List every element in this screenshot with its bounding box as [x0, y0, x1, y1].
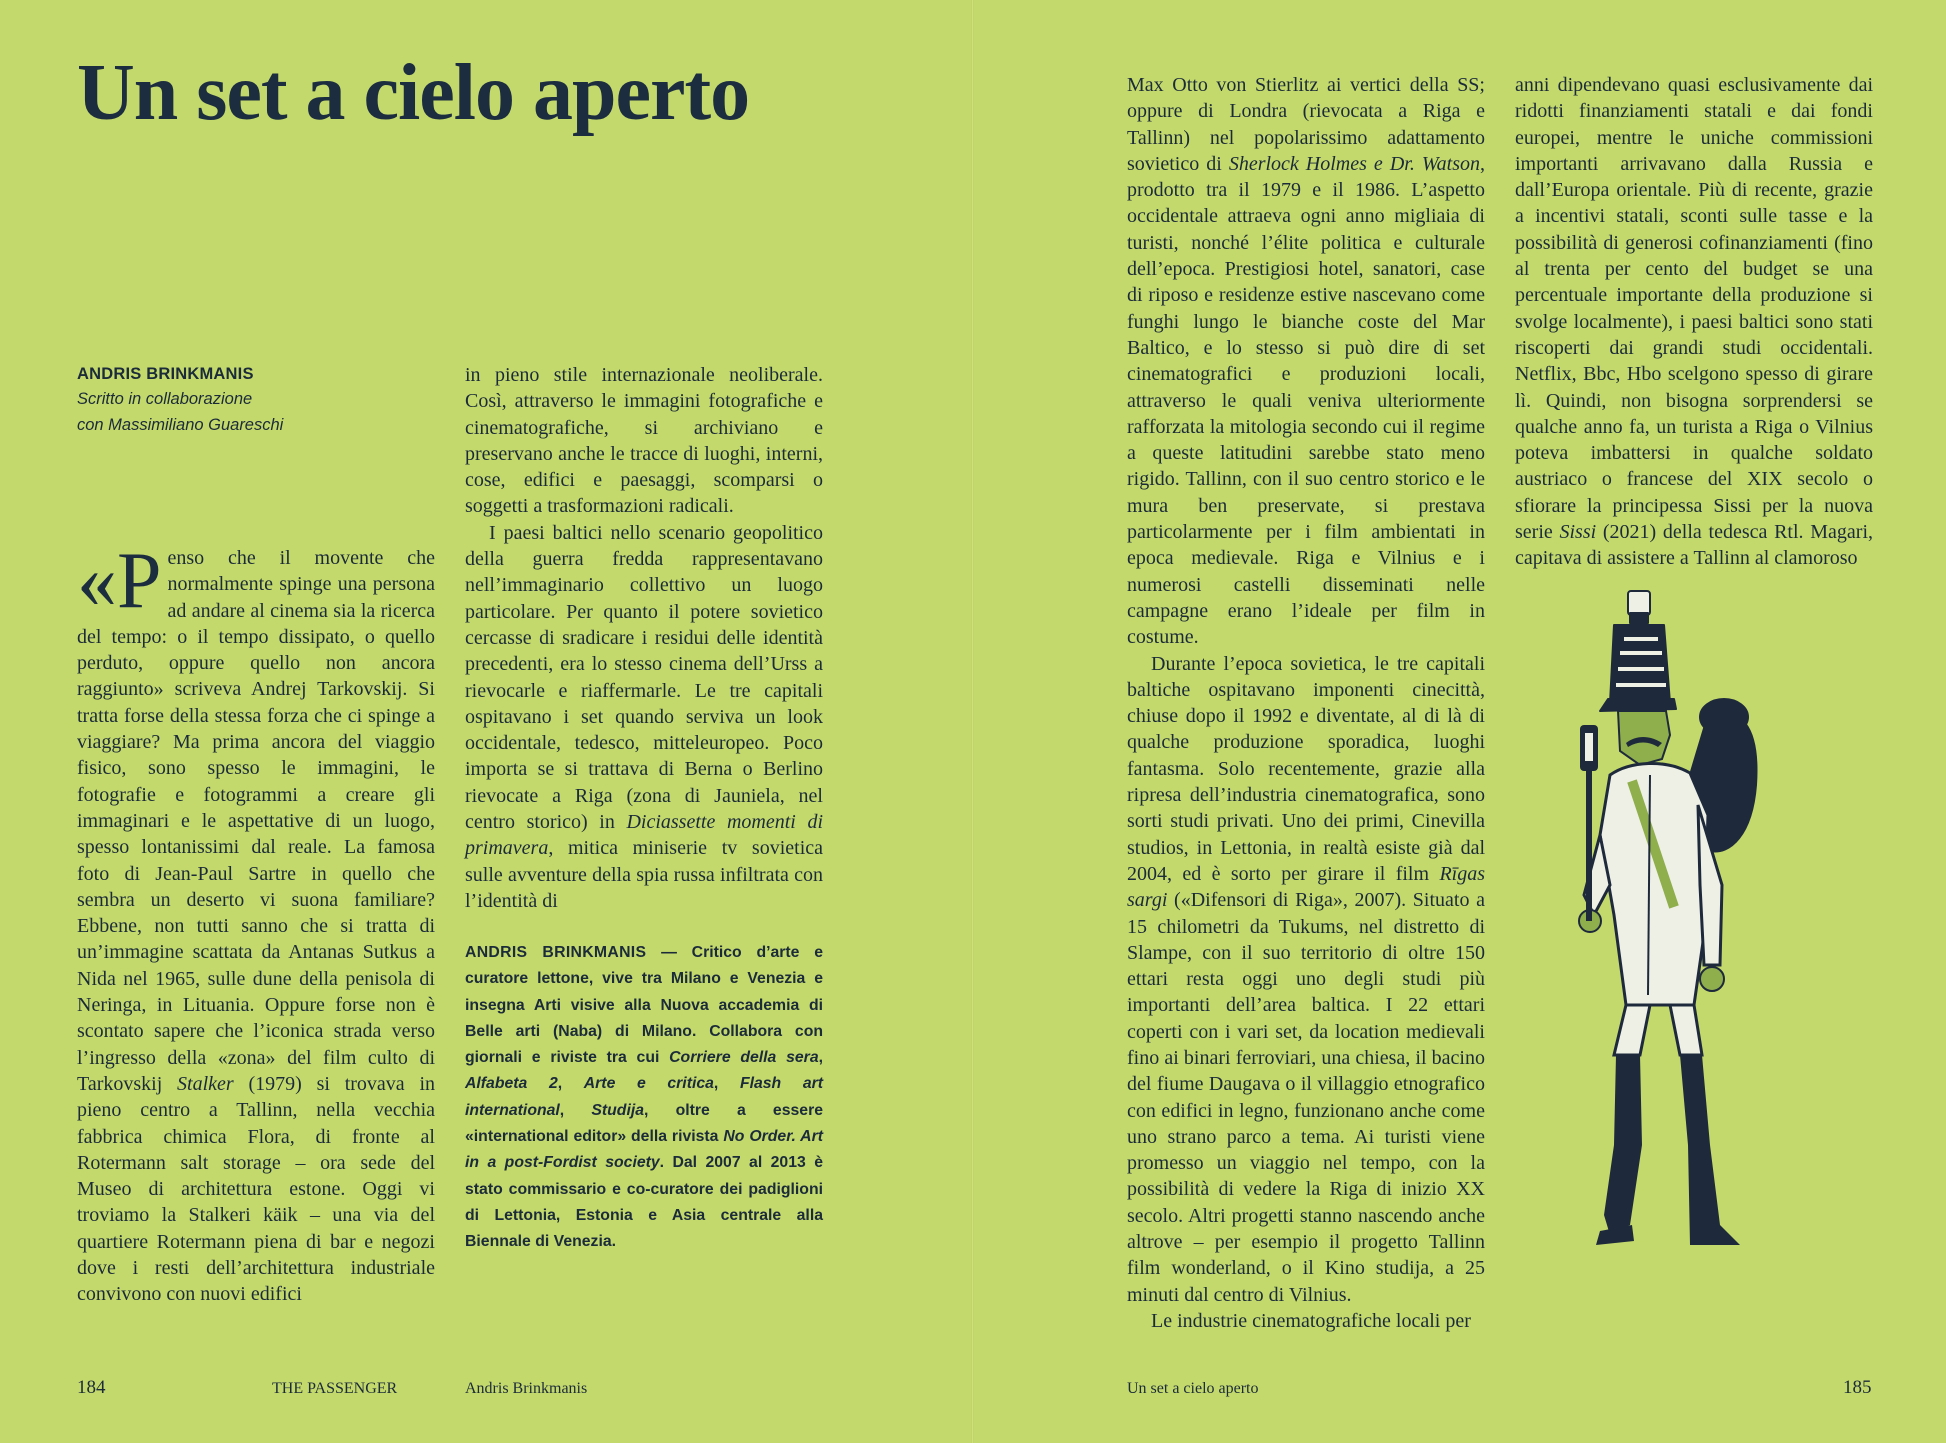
author-name: ANDRIS BRINKMANIS	[77, 365, 254, 383]
col1-rest: (1979) si trovava in pieno centro a Tallinn, nella vecchia fabbrica chimica Flora, di fronte al Rotermann salt storage – ora sede del Museo di architettura estone. Oggi vi troviamo la Stalkeri käik – una via del quartiere Rotermann piena di bar e negozi dove i resti dell’architettura industriale convivono con nuovi edifici	[77, 1072, 436, 1306]
left-page	[0, 0, 972, 1443]
drop-cap: «P	[77, 537, 162, 625]
footer-author: Andris Brinkmanis	[465, 1380, 588, 1397]
text-column-1	[77, 537, 436, 1308]
collab-line-2: con Massimiliano Guareschi	[77, 416, 284, 434]
col3-paragraph-3: Le industrie cinematografiche locali per	[1151, 1309, 1471, 1332]
footer-running-title: Un set a cielo aperto	[1127, 1380, 1259, 1397]
col3-paragraph-1: Max Otto von Stierlitz ai vertici della SS; oppure di Londra (rievocata a Riga e Tallinn) nel popolarissimo adattamento sovietico di Sherlock Holmes e Dr. Watson, prodotto tra il 1979 e il 1986. L’aspetto occidentale attraeva ogni anno migliaia di turisti, nonché l’élite politica e culturale dell’epoca. Prestigiosi hotel, sanatori, case di riposo e residenze estive nascevano come funghi lungo le bianche coste del Mar Baltico, e lo stesso si può dire di set cinematografici e produzioni locali, attraverso le quali veniva ulteriormente rafforzata la mitologia secondo cui il regime a queste latitudini sarebbe stato meno rigido. Tallinn, con il suo centro storico e le mura ben preservate, si prestava particolarmente per i film ambientati in epoca medievale. Riga e Vilnius e i numerosi castelli disseminati nelle campagne erano l’ideale per film in costume.	[1127, 74, 1486, 649]
text-column-3	[1127, 72, 1485, 1334]
col4-paragraph-1: anni dipendevano quasi esclusivamente dai ridotti finanziamenti statali e dai fondi europei, mentre le uniche commissioni importanti arrivavano dalla Russia e dall’Europa orientale. Più di recente, grazie a incentivi statali, sconti sulle tasse e la possibilità di generosi cofinanziamenti (fino al trenta per cento del budget se una percentuale importante della produzione si svolge localmente), i paesi baltici sono stati riscoperti dai grandi studi occidentali. Netflix, Bbc, Hbo scelgono spesso di girare lì. Quindi, non bisogna sorprendersi se qualche anno fa, un turista a Riga o Vilnius poteva imbattersi in qualche soldato austriaco o francese del XIX secolo o sfiorare la principessa Sissi per la nuova serie Sissi (2021) della tedesca Rtl. Magari, capitava di assistere a Tallinn al clamoroso	[1515, 74, 1873, 570]
page-number-right: 185	[1843, 1377, 1872, 1398]
col3-paragraph-2: Durante l’epoca sovietica, le tre capitali baltiche ospitavano imponenti cinecittà, chiuse dopo il 1992 e diventate, al di là di qualche produzione sporadica, luoghi fantasma. Solo recentemente, grazie alla ripresa dell’industria cinematografica, sono sorti studi privati. Uno dei primi, Cinevilla studios, in Lettonia, in realtà esiste già dal 2004, ed è sorto per girare il film Rīgas sargi («Difensori di Riga», 2007). Situato a 15 chilometri da Tukums, nel distretto di Slampe, con il suo territorio di oltre 150 ettari resta oggi uno degli studi più importanti dell’area baltica. I 22 ettari coperti con i vari set, da location medievali fino ai binari ferroviari, una chiesa, il bacino del fiume Daugava o il villaggio etnografico con edifici in legno, funzionano anche come uno strano parco a tema. Ai turisti viene promesso un viaggio nel tempo, con la possibilità di vedere la Riga di inizio XX secolo. Altri progetti stanno nascendo anche altrove – per esempio il progetto Tallinn film wonderland, o il Kino studija, a 25 minuti dal centro di Vilnius.	[1127, 652, 1485, 1306]
col1-emphasis: Stalker	[177, 1072, 234, 1095]
footer-magazine: THE PASSENGER	[272, 1380, 398, 1397]
page-number-left: 184	[77, 1377, 106, 1398]
byline	[77, 362, 283, 438]
article-title: Un set a cielo aperto	[77, 49, 750, 137]
col2-paragraph-1: in pieno stile internazionale neoliberale. Così, attraverso le immagini fotografiche e cinematografiche, si archiviano e preservano anche le tracce di luoghi, interni, cose, edifici e paesaggi, scomparsi o soggetti a trasformazioni radicali.	[465, 364, 823, 518]
soldier-illustration	[1570, 585, 1810, 1265]
collab-line-1: Scritto in collaborazione	[77, 390, 253, 408]
col2-paragraph-2: I paesi baltici nello scenario geopolitico della guerra fredda rappresentavano nell’immaginario collettivo un luogo particolare. Per quanto il potere sovietico cercasse di sradicare i residui delle identità precedenti, era lo stesso cinema dell’Urss a rievocarle e riaffermarle. Le tre capitali ospitavano i set quando serviva un look occidentale, tedesco, mitteleuropeo. Poco importa se si trattava di Berna o Berlino rievocate a Riga (zona di Jauniela, nel centro storico) in Diciassette momenti di primavera, mitica miniserie tv sovietica sulle avventure della spia russa infiltrata con l’identità di	[465, 521, 823, 912]
text-column-2	[465, 362, 823, 914]
author-bio: ANDRIS BRINKMANIS — Critico d’arte e curatore lettone, vive tra Milano e Venezia e insegna Arti visive alla Nuova accademia di Belle arti (Naba) di Milano. Collabora con giornali e riviste tra cui Corriere della sera, Alfabeta 2, Arte e critica, Flash art international, Studija, oltre a essere «international editor» della rivista No Order. Art in a post-Fordist society. Dal 2007 al 2013 è stato commissario e co-curatore dei padiglioni di Lettonia, Estonia e Asia centrale alla Biennale di Venezia.	[465, 944, 824, 1251]
col1-lead: enso che il movente che normalmente spinge una persona ad andare al cinema sia la ricerca del tempo: o il tempo dissipato, o quello perduto, oppure quello non ancora raggiunto» scriveva Andrej Tarkovskij. Si tratta forse della stessa forza che ci spinge a viaggiare? Ma prima ancora del viaggio fisico, sono spesso le immagini, le fotografie e fotogrammi a creare gli immaginari e le aspettative di un luogo, spesso lontanissimi dal reale. La famosa foto di Jean-Paul Sartre in quello che sembra un deserto vi suona familiare? Ebbene, non tutti sanno che si tratta di un’immagine scattata da Antanas Sutkus a Nida nel 1965, sulle dune della penisola di Neringa, in Lituania. Oppure forse non è scontato sapere che l’iconica strada verso l’ingresso della «zona» del film culto di Tarkovskij	[77, 547, 435, 1095]
text-column-4	[1515, 72, 1873, 572]
